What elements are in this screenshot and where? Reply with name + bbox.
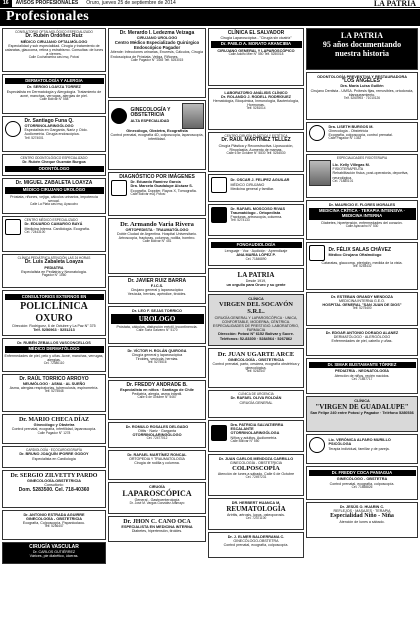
section-banner: Profesionales: [0, 9, 420, 26]
ad-dorado-alanez: Dr. EDGAR ANTONIO DORADO ALANEZ DERMATÓLOGO · ALERGÓLOGO Enfermedades de piel, cabello y uñas.: [306, 328, 418, 356]
ad-andrade-pediatra: Dr. FREDDY ANDRADE B. Especialista en niños · Santiago de Chile Pediatría, alergia, asma infantil. Calle 6 de Octubre N° 5467: [108, 380, 206, 420]
ad-ruiz-barra: Dr. JAVIER RUIZ BARRA F.I.C.S. Cirujano general y laparoscópico Vesícula, hernias, apéndice, tiroides.: [108, 276, 206, 304]
ad-torrico-neumologo: Dr. RAÚL TORRICO ARROYO NEUMÓLOGO · ASMA · AL SUEÑO Asma, alergias respiratorias, tuberculosis, espirometría. Telf. 5275548: [2, 374, 106, 412]
ad-policlinica-oruro: CONSULTORIOS EXTERNOS EN POLICLÍNICA OXURO Dirección: Rodríguez, 6 de Octubre y La Paz N° 375 Telf. 5256963 · 5251213: [2, 290, 106, 336]
ad-cirugia-laparoscopica: CIRUGÍA LAPAROSCÓPICA General - Gastroenterología Dr. José M. Vargas González Aramayo: [108, 482, 206, 514]
psychology-icon: [309, 437, 325, 453]
ad-odontologia-los-angeles: ODONTOLOGÍA PREVENTIVA Y RESTAURADORA "LOS ÁNGELES" Dra. María Luisa Guillén Cirujano Dentista - UMSA. Prótesis fijas, removibles, ortodoncia, blanqueamiento. Telf. 5260993 · 71010126: [306, 72, 418, 120]
column-4: [306, 28, 418, 626]
scan-icon: [111, 180, 127, 196]
ad-flores-morales: Dr. MAURICIO E. FLORES MORALES MEDICINA CRÍTICA · TERAPIA INTENSIVA · MEDICINA INTERNA Diabetes, hipertensión, enfermedades del corazón. Calle Ayacucho N° 530: [306, 200, 418, 240]
therapist-photo: [309, 160, 331, 186]
ad-salas-chavez: Dr. FÉLIX SALAS CHÁVEZ Médico Cirujano Oftalmólogo Cataratas, glaucoma, pterigión, medida de la vista. Telf. 5254432: [306, 242, 418, 290]
ad-oliva-roldan: CLÍNICA DE URGENCIA Dr. RAFAEL OLIVA ROLDÁN CIRUGÍA GENERAL: [208, 390, 304, 418]
ad-clinica-pediatrica: CLÍNICA PEDIÁTRICA ATENCIÓN LAS 24 HORAS Dr. Luis Zabaleta Loayza PEDIATRA Especialista en Pediatría y Neonatología. Pagador N° 1560: [2, 254, 106, 288]
ad-huanca-reumatologia: DR. HERBERT HUANCA M. REUMATOLOGÍA Artritis, artrosis, lupus, osteoporosis. Cel. 72471100: [208, 498, 304, 530]
ad-grandy: Dr. ESTEBAN GRANDY MENDOZA MEDICINA INTERNA G.E.O. HOSPITAL GENERAL "SAN JUAN DE DIOS" Telf. 5275400: [306, 292, 418, 326]
orl-logo-icon: [211, 425, 227, 441]
ad-odontologico: CENTRO ODONTOLÓGICO ESPECIALIZADO Dr. Rubén Cheque Guzmán Burgoa ODONTÓLOGO: [2, 154, 106, 176]
section-name: AVISOS PROFESIONALES: [15, 0, 79, 6]
column-2: [108, 28, 206, 626]
ad-diagnostico-imagenes: DIAGNÓSTICO POR IMÁGENES Dr. Eduardo Ramírez García Dra. Marcela Guadalupe Alcázar S. Ecografía, Doppler, Rayos X, Tomografía. Calle Bolívar esq. Potosí: [108, 172, 206, 216]
medical-cross-icon: [211, 177, 227, 193]
ad-cirugia-vascular: CIRUGÍA VASCULAR Dr. CARLOS GUTIÉRREZ Várices, pie diabético, úlceras.: [2, 542, 106, 564]
clinic-logo-icon: [111, 108, 127, 124]
ad-checa-diaz: Dr. MARIO CHECA DÍAZ Ginecólogo y Obstetra Control prenatal, ecografía, infertilidad, laparoscopía. Calle Pagador N° 1278: [2, 414, 106, 444]
ad-cirugia-plastica: CENTRO CIRUGÍA PLÁSTICA Y ESTÉTICA Dr. RAÚL MARTÍNEZ TELLEZ Cirugía Plástica y Reconstructiva. Liposucción, Rinoplastía, Aumento de mamas. Calle 6 de Octubre N° 5830 Telf. 5254530: [208, 132, 304, 172]
ad-clinica-guadalupe: CLÍNICA "VIRGEN DE GUADALUPE" San Felipe 240 entre Potosí y Pagador · Teléfono 5280536: [306, 396, 418, 432]
column-1: [2, 28, 106, 626]
ad-sejas-urologo: Dr. LEO F. SEJAS TORRICO UROLOGO Próstata, cálculos, disfunción eréctil, incontinencia. Calle Soria Galvarro N° 5170: [108, 306, 206, 344]
newspaper-brand: LA PATRIA: [373, 0, 416, 8]
ad-huarin: Dr. JESÚS O. HUARIN C. REFLEJOS · MASAJES · TERAPIA Especialidad Niño - Niña Atención de lunes a sábado.: [306, 502, 418, 538]
ad-ledezma-urologo: Dr. Merardo I. Ledezma Veizaga CIRUJANO UROLOGO Centro Médico Especializado Quirúrgico Endoscópico Pagador Atiende: Infecciones urinarias, Enuresis, Cálculos, Cirugía Endoscópica de Próstata, Vejiga, Riñones. Calle Pagador N° 1445 Telf. 5253015: [108, 28, 206, 98]
ad-oftalmologico: CONSULTORIO OFTALMOLÓGICO ESPECIALIZADO Dr. Rubén Ordóñez Ruiz MÉDICO CIRUJANO OFTALMÓLOGO Especialidad y sub especialidad. Cirugía y tratamiento de cataratas, glaucoma, retina y estrabismo. Consultas: de lunes a viernes. Calle Cochabamba casi esq. Potosí: [2, 28, 106, 72]
ad-varia-rivera: Dr. Armando Varia Rivera ORTOPEDISTA · TRAUMATÓLOGO Doble Ciudad de Argentina. Hospital Universitario. Artroscopía, fracturas, columna, rodilla, hombro. Calle Bolívar N° 451: [108, 218, 206, 274]
ad-moscoso: Dr. RAFAEL MOSCOSO RIVAS Traumatólogo - Ortopedista Fracturas, artroscopía, columna. Telf. 5274133: [208, 204, 304, 236]
ad-rosales-delgado: Dr. ROMULO ROSALES DELGADO Otitis · Nariz · Garganta OTORRINOLARINGÓLOGO Cel. 72477012: [108, 422, 206, 448]
clinic-logo-icon: [5, 219, 21, 235]
ad-rolan-quiroga: Dr. VÍCTOR H. ROLÁN QUIROGA Cirugía general y laparoscópica Tiroides, vesícula, hernias. Telf. 5275516: [108, 346, 206, 378]
ad-salvatierra: Dra. PATRICIA SALVATIERRA ESCALANTE OTORRINOLARINGÓLOGA Niños y adultos. Audiometría. Calle Bolívar N° 550: [208, 420, 304, 452]
page-header: [0, 0, 420, 8]
ad-urologo-zabaleta: Dr. MIGUEL ZABALETA LOAYZA MÉDICO CIRUJANO UROLÓGO Próstata, riñones, vejiga, cálculos urinarios, impotencia sexual. Calle La Plata casi esq. Ayacucho: [2, 178, 106, 214]
ad-fisioterapia: ESPECIALIDADES FISIOTERAPIA Lic. Kelly Villegas M. FISIOTERAPEUTA Rehabilitación física, post-operatoria, deportiva, neurológica. Cel. 71880101: [306, 154, 418, 198]
ad-cano-oca: Dr. JHON C. CANO OCA ESPECIALISTA EN MEDICINA INTERNA Diabetes, hipertensión, tiroides.: [108, 516, 206, 542]
ad-felipez: Dr. OSCAR J. FELIPEZ AGUILAR MÉDICO CIRUJANO Medicina general y familiar.: [208, 174, 304, 202]
ad-ginecologia-alta: GINECOLOGÍA Y OBSTETRICIA ALTA ESPECIALIDAD Ginecólogo, Obstetra, Ecografista Control prenatal, ecografía 4D, colposcopía, laparoscopía, infertilidad.: [108, 100, 206, 170]
ad-clinica-el-salvador: CLÍNICA EL SALVADOR Cirugía Laparoscópica - "Cirugía sin cicatriz" Dr. PABLO A. MORATO ARANCIBIA CIRUJANO GENERAL Y LAPAROSCÓPICO Calle Adolfo Mier N° 550 Telf. 5250018: [208, 28, 304, 86]
ad-coca-paniagua: Dr. FREDDY COCA PANIAGUA GINECÓLOGO - OBSTETRA Control prenatal, ecografía, colposcopía. Cel. 71858826: [306, 466, 418, 500]
ad-burgos: Dra. LISETH BURGOS M. Ginecología - Obstetricia Ecografía, colposcopía, control prenatal. Calle Pagador N° 1352: [306, 122, 418, 152]
clinic-logo-icon: [309, 125, 325, 141]
ad-otorrino-funa: Dr. Santiago Funa Q. OTORRINOLARINGÓLOGO Especialista en Garganta, Nariz y Oído. Audiometría. Cirugía endoscópica. Telf. 5274001: [2, 116, 106, 152]
doctor-photo: [182, 103, 204, 129]
ad-camargo: CENTRO MÉDICO ESPECIALIZADO Dr. EDUARDO CAMARGO BAYÁ Medicina Interna. Cardiología. Ecografía. Cel. 72443100: [2, 216, 106, 252]
ad-fonoaudiologia: FONOAUDIOLOGÍA Lenguaje · Voz · Audición · Aprendizaje ANA MARÍA LÓPEZ P. Cel. 71846890: [208, 238, 304, 266]
page-number: 16: [0, 0, 12, 8]
ad-la-patria-95: LA PATRIA 95 años documentando nuestra historia: [306, 28, 418, 70]
ad-iporre-cardiologia: CARDIOLOGÍA · ECOCARDIOGRAFÍA Dr. BRUNO JOAQUÍN IPORRE GODOY Especialista en Cardiología: [2, 446, 106, 468]
ad-clinica-virgen-socavon: CLÍNICA VIRGEN DEL SOCAVÓN S.R.L. CIRUGÍA GENERAL Y LAPAROSCÓPICA · UNICA, CONFORTABLE, MODERNA, CÉNTRICA. ESPECIALIDADES DE PRESTIGIO. LABORATORIO, FARMACIA Dirección: Potosí N° 6152 Bolívar y Sucre. Teléfonos: 52-83300 · 5284564 · 5267862: [208, 294, 304, 346]
ad-bustamante: Dr. SIMAR BUSTAMANTE TÓRREZ PEDIATRÍA - NEONATOLOGÍA Atención de niños, recién nacidos. Cel. 71857717: [306, 358, 418, 394]
ear-icon: [5, 121, 21, 137]
issue-date: Oruro, jueves 25 de septiembre de 2014: [86, 0, 176, 6]
column-3: [208, 28, 304, 626]
ad-alfaro-psicologa: Lic. VERÓNICA ALFARO MURILLO PSICÓLOGA Terapia individual, familiar y de pareja.: [306, 434, 418, 464]
ad-dermatologia: DERMATOLOGÍA Y ALERGIA Dr. SERGIO LOAYZA TORREZ Especialista en Dermatología y Alergología. Tratamiento de acné, manchas, verrugas, alergias de piel. Calle Bolívar N° 558: [2, 74, 106, 114]
ior-logo-icon: [211, 207, 227, 223]
ad-balderrama: Dr. J. ELMER BALDERRAMA C. GINECÓLOGO-OBSTETRA Control prenatal, ecografía, colposcopía.: [208, 532, 304, 558]
ad-zilvetty: Dr. SERGIO ZILVETTY PARDO GINECOLOGÍA-OBSTETRICIA Consultorio: Dom. 5283500. Cel. 718-40360: [2, 470, 106, 508]
ad-estrada: Dr. ANTONIO ESTRADA AGUIRRE GINECOLOGÍA - OBSTETRICIA Ecografía, Colposcopía, Papanicolaou. Telf. 5256447: [2, 510, 106, 540]
ad-mendoza-colposcopia: Dr. JUAN CARLOS MENDOZA CARRILLO GINECOLOGÍA - OBSTETRICIA COLPOSCOPÍA Atención de lunes a sábado. Calle 6 de Octubre Cel. 72497231: [208, 454, 304, 496]
eye-icon: [309, 245, 325, 261]
ad-zeballos: Dr. RUBÉN ZEBALLOS VASCONCELLOS MÉDICO DERMATÓLOGO Enfermedades de piel, pelo y uñas. Acné, manchas, verrugas, alergias. Cel. 72480110: [2, 338, 106, 372]
ad-laboratorio: LABORATORIO ANÁLISIS CLÍNICO Dr. ROLANDO J. RODELL RODRÍGUEZ Hematología, Bioquímica, Inmunología, Bacteriología, Hormonas. Telf. 5281014: [208, 88, 304, 130]
ad-martinez-roncal: Dr. RAFAEL MARTÍNEZ RONCAL ORTOPEDIA Y TRAUMATOLOGÍA Cirugía de rodilla y columna.: [108, 450, 206, 480]
ad-la-patria-promo: LA PATRIA Desde 1919, un orgullo para Oruro y su gente: [208, 268, 304, 292]
ad-ugarte-arce: Dr. JUAN UGARTE ARCE GINECOLOGÍA - OBSTETRICIA Control prenatal, parto, cesárea, ecografía obstétrica y ginecológica. Telf. 5262447: [208, 348, 304, 388]
